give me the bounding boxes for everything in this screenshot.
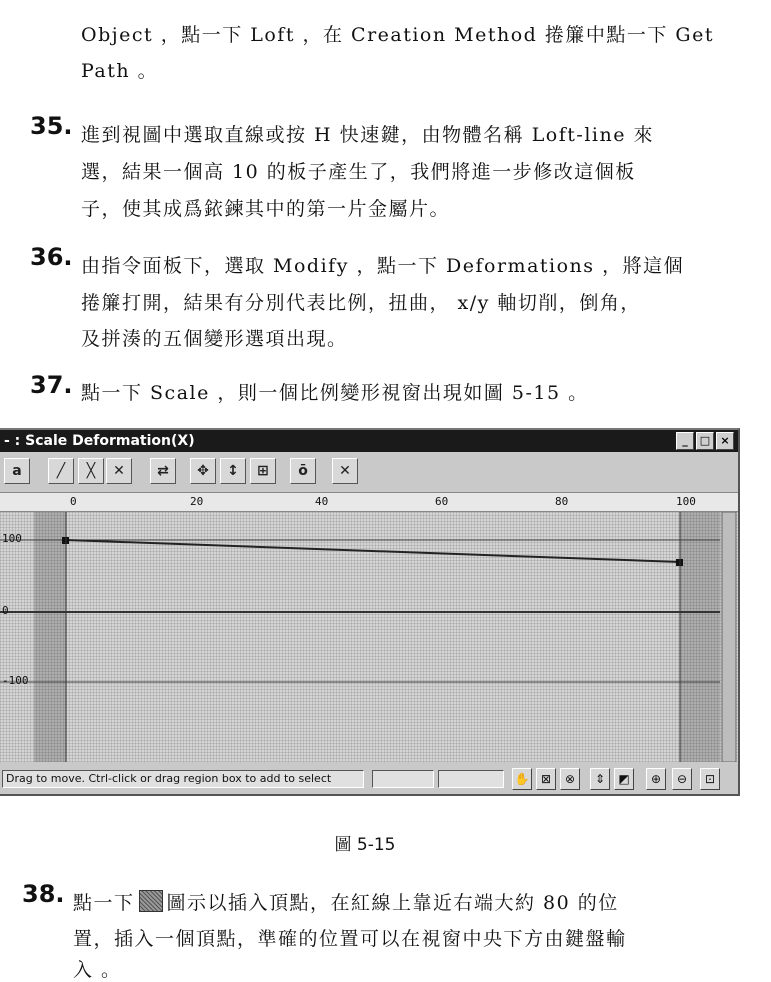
status-message: Drag to move. Ctrl-click or drag region box to add to select (2, 770, 364, 788)
display-x-icon[interactable]: ╱ (48, 458, 74, 484)
vertical-scrollbar[interactable] (722, 512, 736, 762)
status-bar (0, 764, 738, 794)
step-38-line-1-end: 圖示以插入頂點，在紅線上靠近右端大約 80 的位 (166, 892, 619, 914)
pan-icon[interactable]: ✋ (512, 768, 532, 790)
intro-line-2: Path 。 (81, 60, 159, 82)
y-axis-label: -100 (2, 674, 29, 687)
window-title: Scale Deformation(X) (25, 433, 195, 449)
y-axis-label: 100 (2, 532, 22, 545)
maximize-button[interactable]: □ (696, 432, 714, 450)
step-36-number: 36. (30, 243, 73, 271)
deformation-toolbar (0, 456, 738, 488)
ruler-tick: 100 (676, 495, 696, 508)
zoom-vertical-icon[interactable]: ⇕ (590, 768, 610, 790)
window-titlebar (0, 430, 738, 452)
insert-point-icon (139, 890, 163, 912)
ruler-tick: 40 (315, 495, 329, 508)
scale-deformation-window (0, 428, 740, 796)
graph-canvas (0, 512, 740, 762)
ruler-tick: 80 (555, 495, 569, 508)
reset-curve-icon[interactable]: ✕ (332, 458, 358, 484)
zoom-window-icon[interactable]: ⊡ (700, 768, 720, 790)
step-35-line-3: 子，使其成爲銥鍊其中的第一片金屬片。 (81, 198, 451, 220)
path-ruler (0, 492, 738, 512)
ruler-tick: 60 (435, 495, 449, 508)
lock-aspect-icon[interactable]: a (4, 458, 30, 484)
close-button[interactable]: × (716, 432, 734, 450)
delete-control-point-icon[interactable]: ō (290, 458, 316, 484)
step-37-number: 37. (30, 371, 73, 399)
minimize-button[interactable]: _ (676, 432, 694, 450)
step-36-line-1: 由指令面板下，選取 Modify ，點一下 Deformations ，將這個 (81, 255, 685, 277)
display-y-icon[interactable]: ╳ (78, 458, 104, 484)
step-36-line-2: 捲簾打開，結果有分別代表比例，扭曲， x/y 軸切削，倒角， (81, 292, 641, 314)
scale-curve-line[interactable] (66, 540, 680, 562)
step-37-line-1: 點一下 Scale ，則一個比例變形視窗出現如圖 5-15 。 (81, 382, 589, 404)
step-36-line-3: 及拼湊的五個變形選項出現。 (81, 328, 348, 350)
zoom-icon[interactable]: ⊕ (646, 768, 666, 790)
zoom-extents-icon[interactable]: ⊠ (536, 768, 556, 790)
insert-corner-point-icon[interactable]: ⊞ (250, 458, 276, 484)
y-value-field[interactable] (438, 770, 504, 788)
zoom-region-icon[interactable]: ◩ (614, 768, 634, 790)
step-38-line-2: 置，插入一個頂點，準確的位置可以在視窗中央下方由鍵盤輸 (73, 928, 627, 950)
swap-curves-icon[interactable]: ⇄ (150, 458, 176, 484)
ruler-tick: 0 (70, 495, 77, 508)
zoom-out-icon[interactable]: ⊖ (672, 768, 692, 790)
y-axis-label: 0 (2, 604, 9, 617)
step-38-number: 38. (22, 880, 65, 908)
step-35-line-2: 選，結果一個高 10 的板子產生了，我們將進一步修改這個板 (81, 161, 636, 183)
left-shaded-band (34, 512, 66, 762)
x-value-field[interactable] (372, 770, 434, 788)
ruler-tick: 20 (190, 495, 204, 508)
title-icon: - : (4, 433, 21, 449)
display-xy-icon[interactable]: ✕ (106, 458, 132, 484)
deformation-graph[interactable] (0, 512, 738, 762)
step-35-line-1: 進到視圖中選取直線或按 H 快速鍵，由物體名稱 Loft-line 來 (81, 124, 655, 146)
zoom-horizontal-icon[interactable]: ⊗ (560, 768, 580, 790)
intro-line-1: Object ，點一下 Loft ，在 Creation Method 捲簾中點一下 Get (81, 24, 714, 46)
step-38-line-1-start: 點一下 (73, 892, 135, 914)
right-shaded-band (680, 512, 720, 762)
move-control-point-icon[interactable]: ✥ (190, 458, 216, 484)
scale-control-point-icon[interactable]: ↕ (220, 458, 246, 484)
step-38-line-1 (73, 888, 619, 915)
figure-caption: 圖 5-15 (334, 835, 396, 855)
step-35-number: 35. (30, 112, 73, 140)
step-38-line-3: 入 。 (73, 959, 122, 981)
